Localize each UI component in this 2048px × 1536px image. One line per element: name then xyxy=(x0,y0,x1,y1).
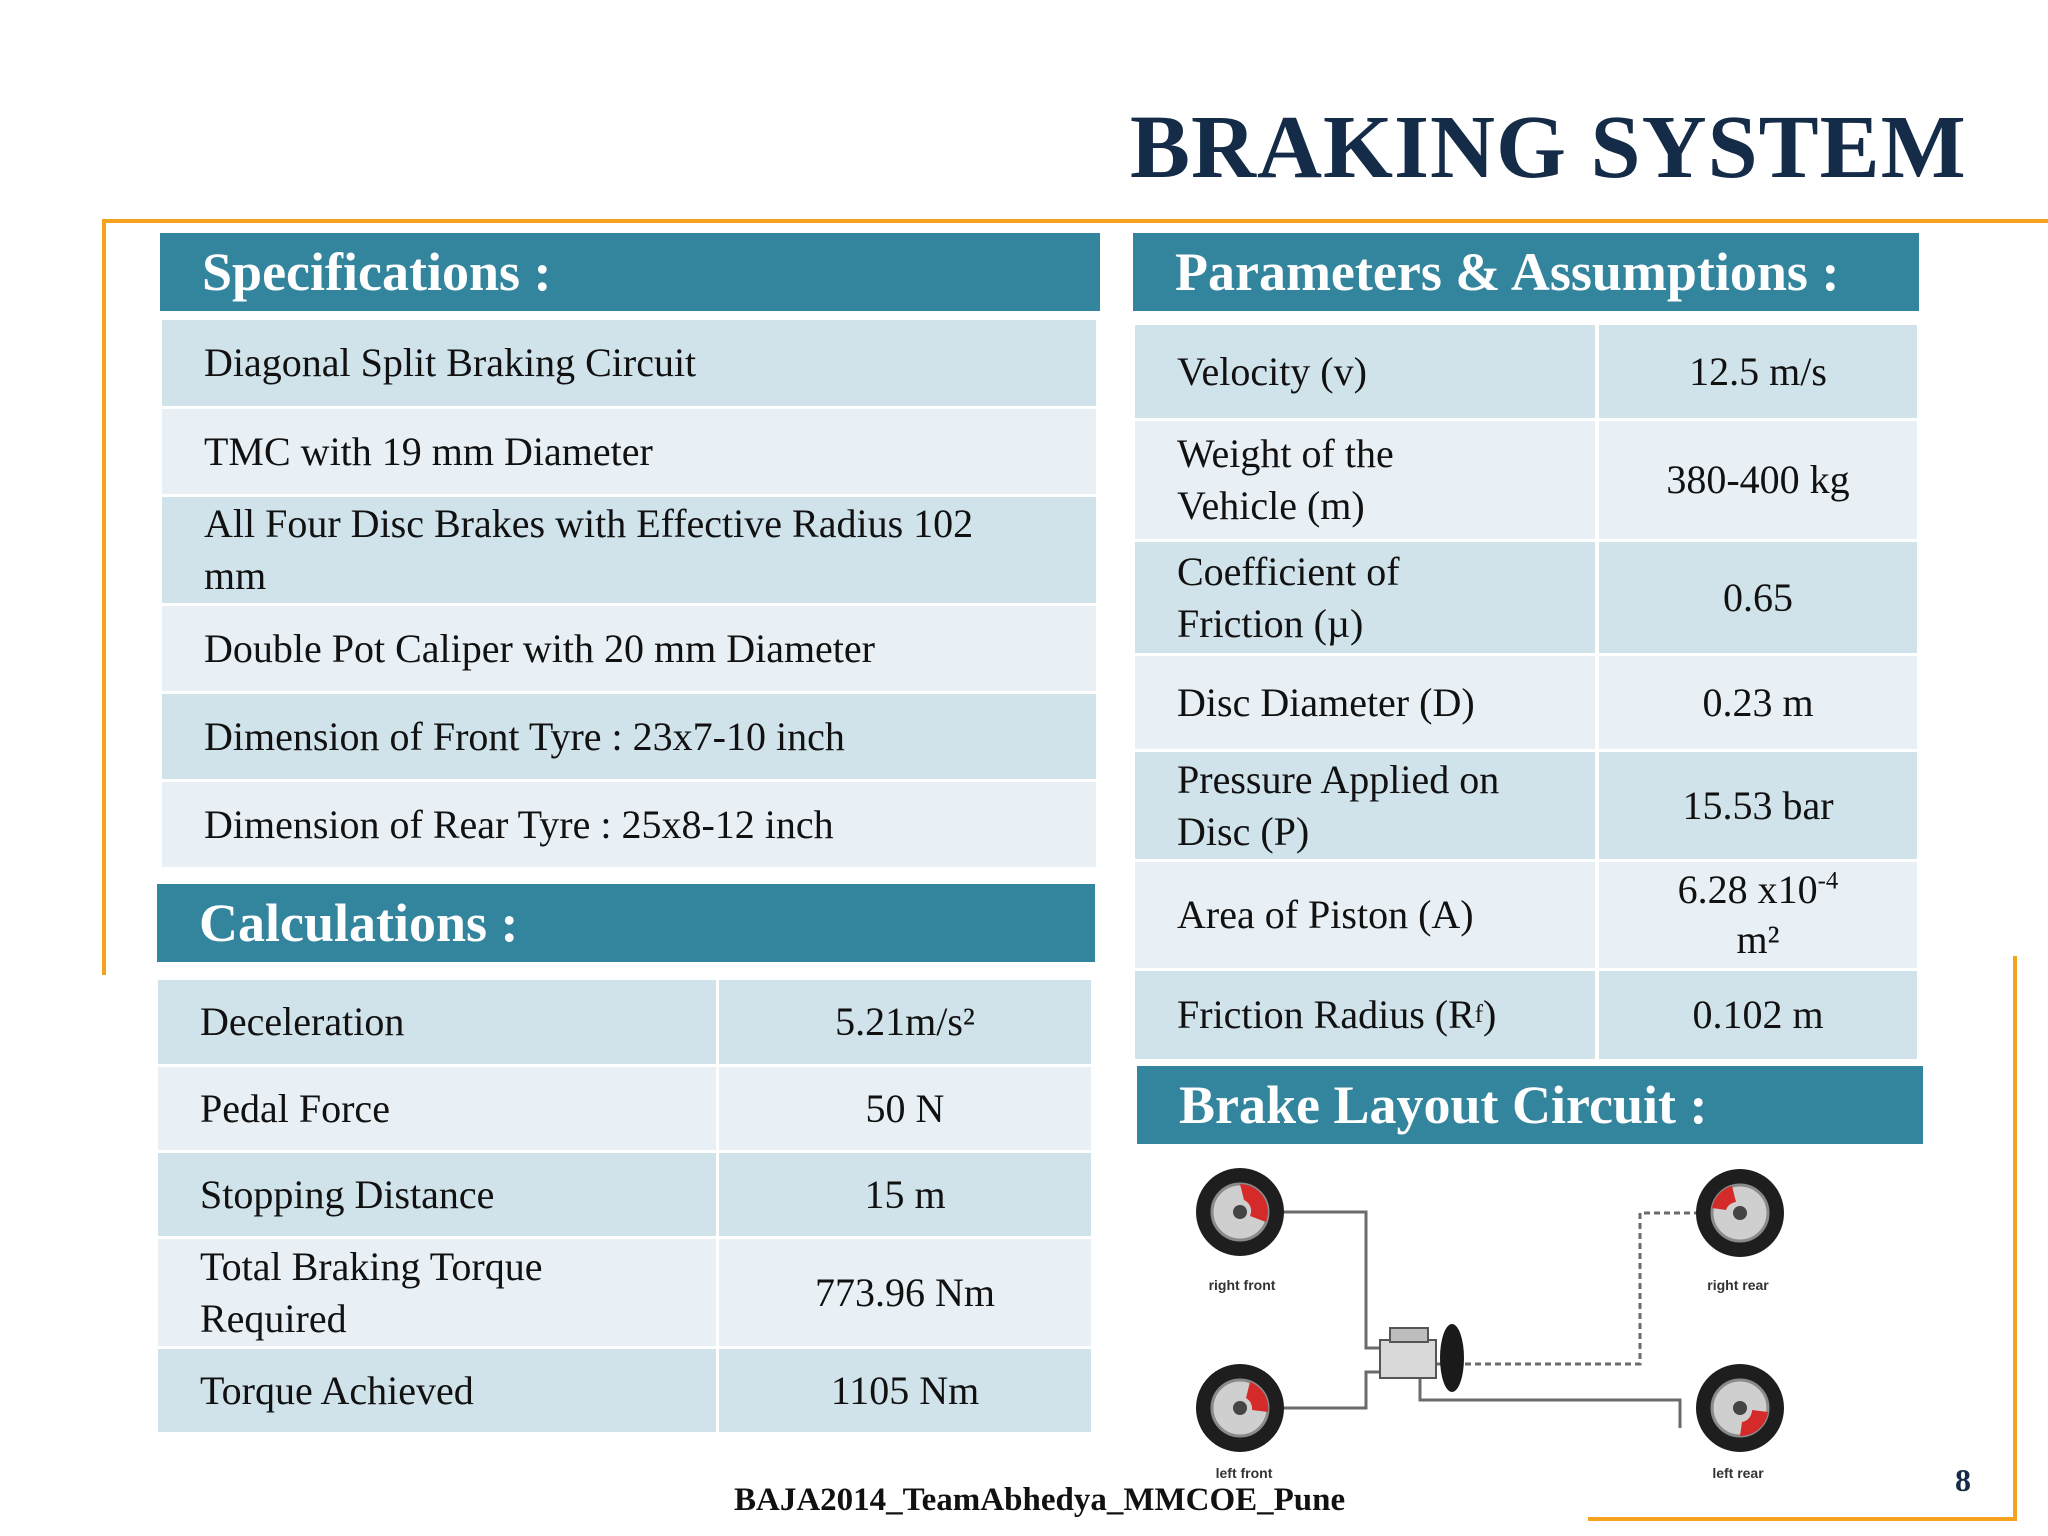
master-cylinder-icon xyxy=(1380,1324,1464,1392)
calc-label: Total Braking Torque Required xyxy=(158,1239,716,1346)
area-value-unit: m² xyxy=(1736,917,1780,962)
wheel-label: left rear xyxy=(1712,1465,1764,1481)
brake-layout-header: Brake Layout Circuit : xyxy=(1137,1066,1923,1144)
calc-label: Pedal Force xyxy=(158,1067,716,1150)
wheel-label: right rear xyxy=(1707,1277,1769,1293)
param-value: 0.102 m xyxy=(1599,971,1917,1059)
calc-label: Torque Achieved xyxy=(158,1349,716,1432)
orange-right-rule xyxy=(2013,956,2017,1521)
orange-top-rule xyxy=(104,219,2048,223)
wheel-left-rear-icon xyxy=(1696,1364,1784,1452)
orange-bottom-rule xyxy=(1588,1517,2017,1521)
page-title: BRAKING SYSTEM xyxy=(1130,98,1967,197)
area-value-exponent: -4 xyxy=(1817,867,1839,895)
footer-text: BAJA2014_TeamAbhedya_MMCOE_Pune xyxy=(734,1482,1346,1518)
brake-line-left-front xyxy=(1268,1372,1386,1408)
friction-radius-label: Friction Radius (R xyxy=(1177,992,1475,1037)
wheel-label: left front xyxy=(1215,1465,1273,1481)
param-label: Disc Diameter (D) xyxy=(1135,656,1595,749)
brake-line-right-rear xyxy=(1420,1213,1720,1364)
spec-item: Double Pot Caliper with 20 mm Diameter xyxy=(162,606,1096,691)
page-number: 8 xyxy=(1955,1462,1971,1498)
calc-label: Stopping Distance xyxy=(158,1153,716,1236)
friction-radius-label-end: ) xyxy=(1483,992,1497,1037)
spec-item: Dimension of Rear Tyre : 25x8-12 inch xyxy=(162,782,1096,867)
brake-layout-diagram xyxy=(1180,1160,1820,1505)
param-label: Pressure Applied on Disc (P) xyxy=(1135,752,1595,859)
friction-radius-subscript: f xyxy=(1474,1000,1484,1028)
param-label: Weight of the Vehicle (m) xyxy=(1135,421,1595,539)
param-value: 380-400 kg xyxy=(1599,421,1917,539)
spec-item: Diagonal Split Braking Circuit xyxy=(162,320,1096,406)
param-value: 12.5 m/s xyxy=(1599,325,1917,418)
spec-item: All Four Disc Brakes with Effective Radius 102 mm xyxy=(162,497,1096,603)
calc-value: 15 m xyxy=(719,1153,1091,1236)
param-label: Area of Piston (A) xyxy=(1135,862,1595,968)
spec-item: TMC with 19 mm Diameter xyxy=(162,409,1096,494)
spec-item: Dimension of Front Tyre : 23x7-10 inch xyxy=(162,694,1096,779)
orange-left-rule xyxy=(102,219,106,975)
param-value: 15.53 bar xyxy=(1599,752,1917,859)
area-value-base: 6.28 x10 xyxy=(1677,867,1818,912)
calc-value: 50 N xyxy=(719,1067,1091,1150)
param-label: Coefficient of Friction (µ) xyxy=(1135,542,1595,653)
param-value: 0.23 m xyxy=(1599,656,1917,749)
specifications-header: Specifications : xyxy=(160,233,1100,311)
param-label: Velocity (v) xyxy=(1135,325,1595,418)
calc-value: 773.96 Nm xyxy=(719,1239,1091,1346)
calc-label: Deceleration xyxy=(158,980,716,1064)
wheel-right-rear-icon xyxy=(1696,1169,1784,1257)
wheel-label: right front xyxy=(1208,1277,1276,1293)
param-value: 0.65 xyxy=(1599,542,1917,653)
calc-value: 5.21m/s² xyxy=(719,980,1091,1064)
parameters-header: Parameters & Assumptions : xyxy=(1133,233,1919,311)
calculations-header: Calculations : xyxy=(157,884,1095,962)
calc-value: 1105 Nm xyxy=(719,1349,1091,1432)
wheel-left-front-icon xyxy=(1196,1364,1284,1452)
param-label-friction-radius xyxy=(1135,971,1595,1059)
brake-line-right-front xyxy=(1268,1212,1386,1348)
param-value-area xyxy=(1599,862,1917,968)
wheel-right-front-icon xyxy=(1196,1168,1284,1256)
area-value-line xyxy=(1678,865,1839,915)
